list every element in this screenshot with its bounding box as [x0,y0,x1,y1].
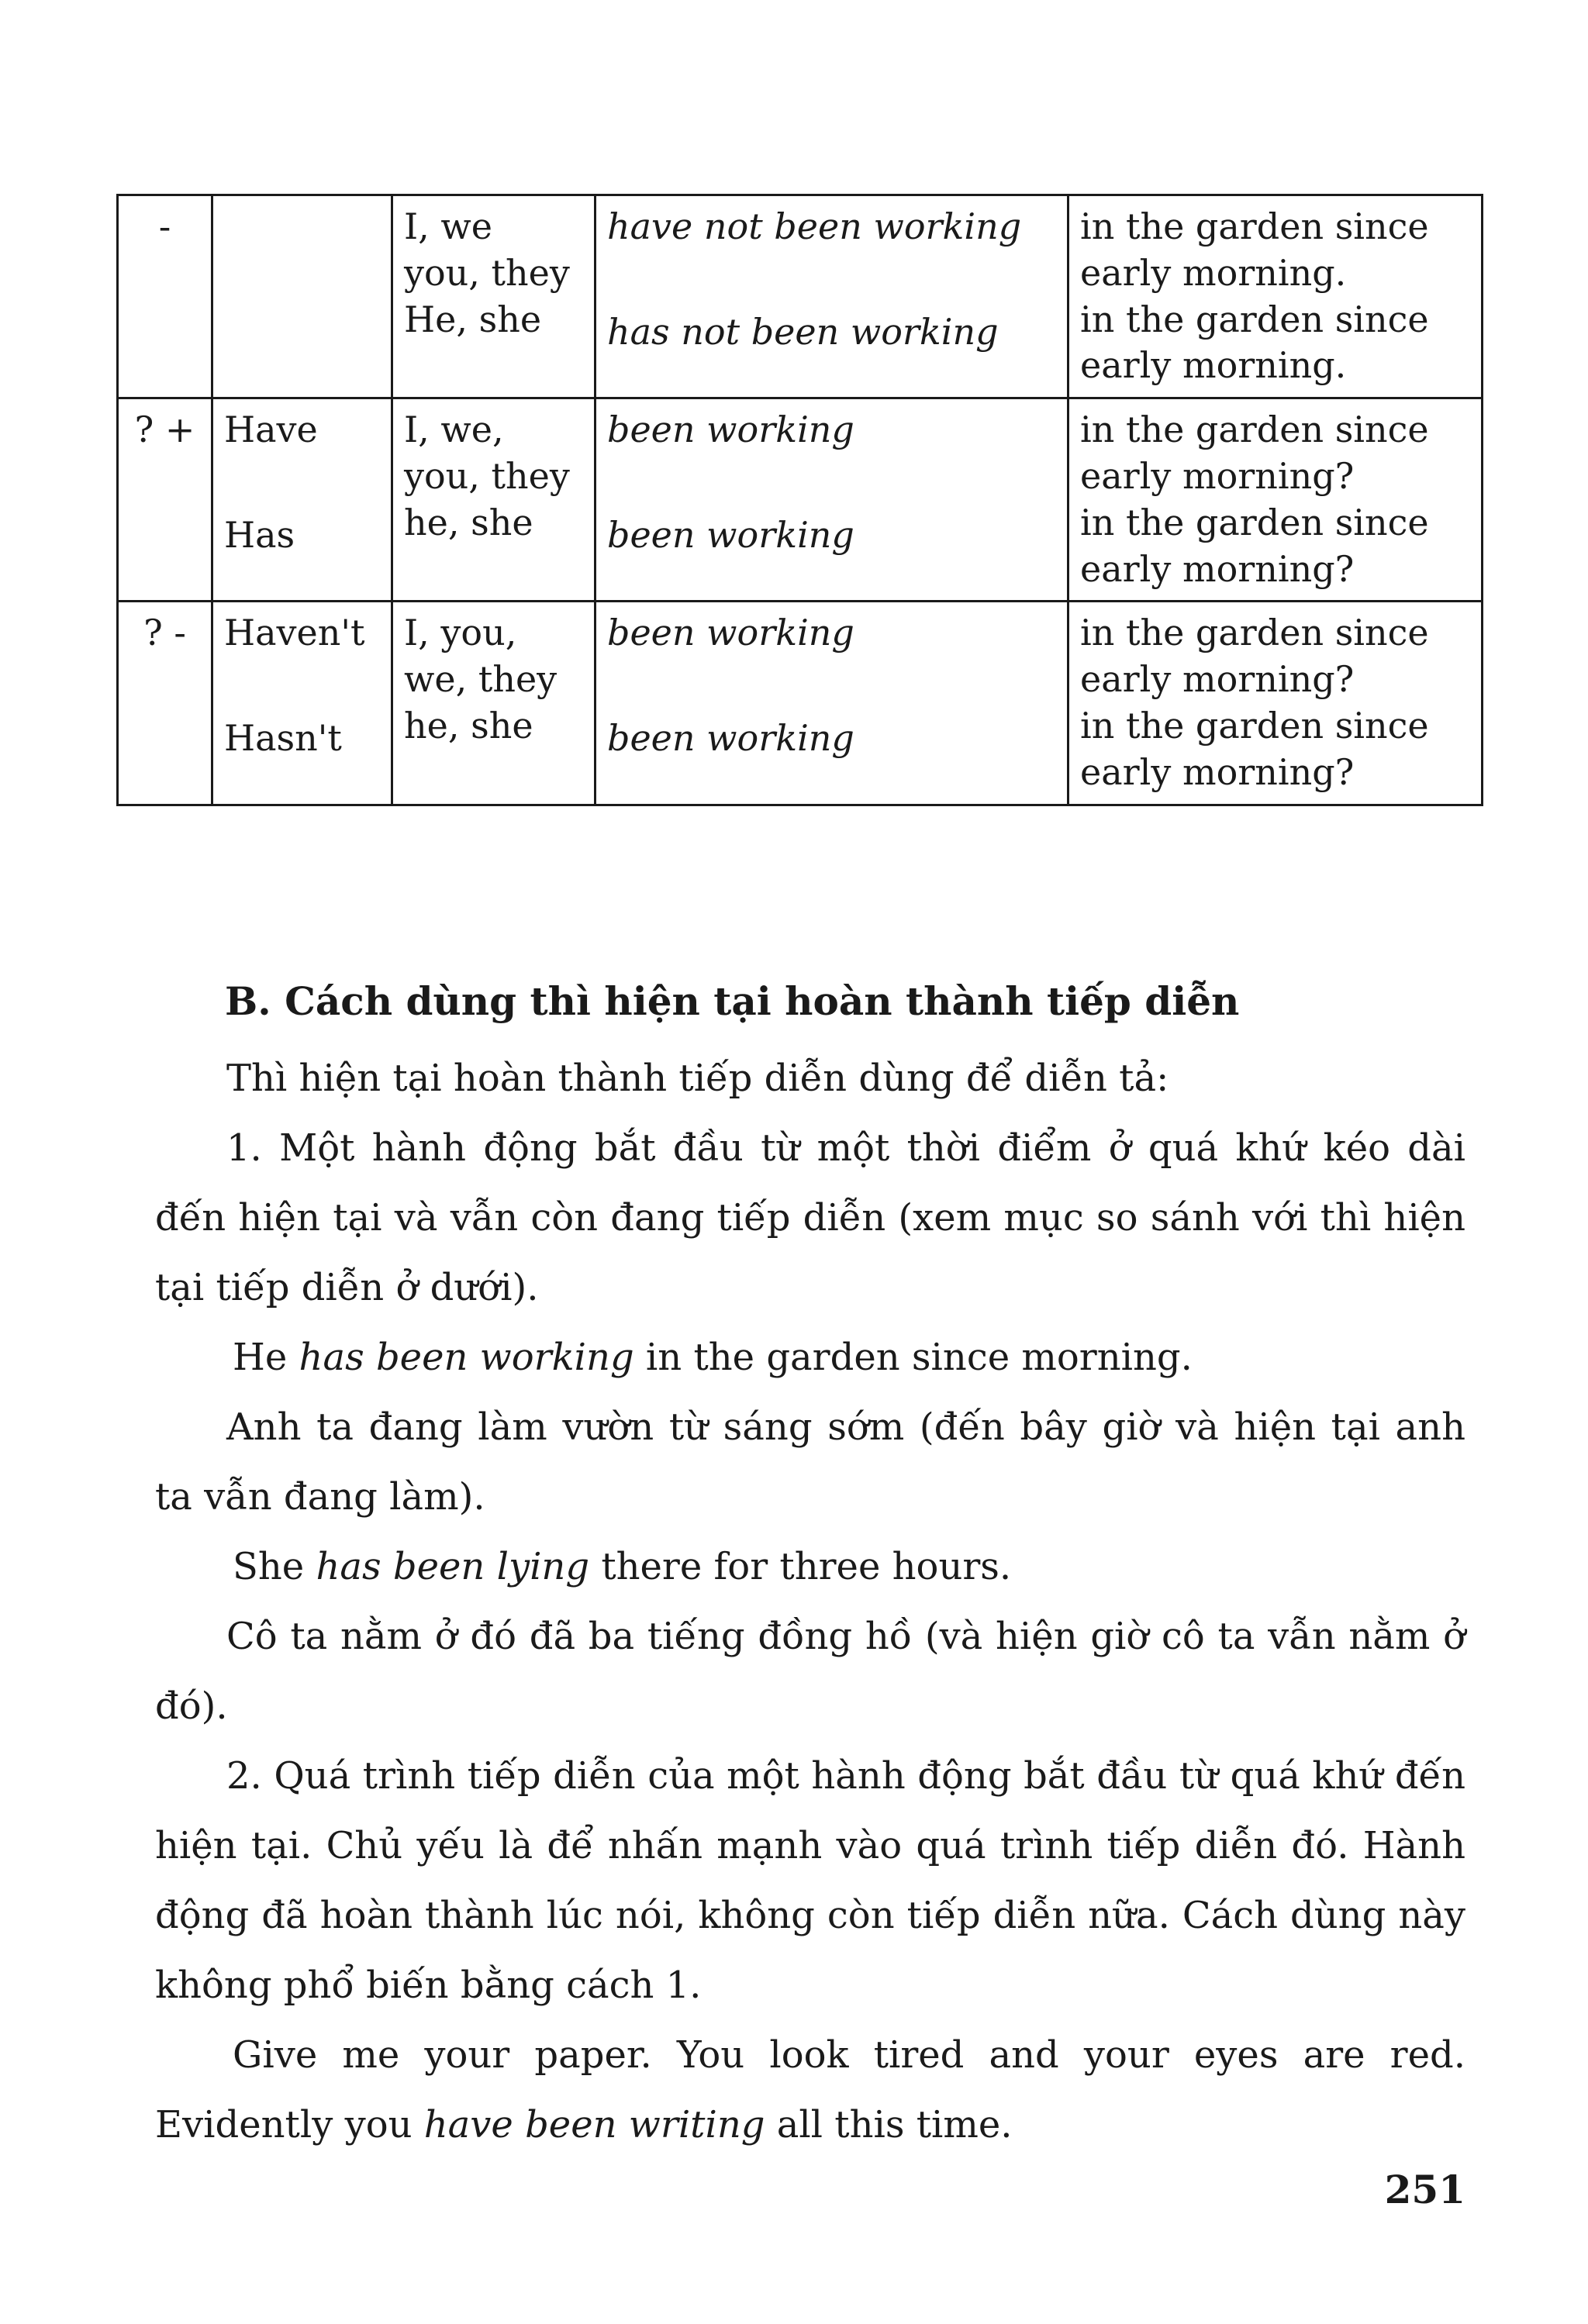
sign-cell: ? - [118,602,212,805]
complement-cell: in the garden since early morning. in the garden since early morning. [1068,195,1483,398]
auxiliary-cell: Have Has [212,398,392,602]
table-row [118,602,1483,805]
subject-cell: I, we, you, they he, she [392,398,596,602]
conjugation-table [116,194,1483,806]
body-text [155,1043,1465,2160]
verb-cell: have not been working has not been working [596,195,1068,398]
verb-cell: been working been working [596,602,1068,805]
sign-cell: - [118,195,212,398]
sign-cell: ? + [118,398,212,602]
example-sentence: He has been working in the garden since morning. [233,1336,1193,1379]
example-sentence: Give me your paper. You look tired and your eyes are red. Evidently you have been writing all this time. [155,2033,1465,2146]
page-number: 251 [1384,2167,1465,2212]
table-row [118,398,1483,602]
auxiliary-cell [212,195,392,398]
usage-1-paragraph: 1. Một hành động bắt đầu từ một thời điểm ở quá khứ kéo dài đến hiện tại và vẫn còn đang tiếp diễn (xem mục so sánh với thì hiện tại tiếp diễn ở dưới). [155,1126,1465,1309]
example-translation: Anh ta đang làm vườn từ sáng sớm (đến bây giờ và hiện tại anh ta vẫn đang làm). [155,1405,1465,1519]
subject-cell: I, we you, they He, she [392,195,596,398]
auxiliary-cell: Haven't Hasn't [212,602,392,805]
verb-cell: been working been working [596,398,1068,602]
table-row [118,195,1483,398]
usage-2-paragraph: 2. Quá trình tiếp diễn của một hành động bắt đầu từ quá khứ đến hiện tại. Chủ yếu là để nhấn mạnh vào quá trình tiếp diễn đó. Hành động đã hoàn thành lúc nói, không còn tiếp diễn nữa. Cách dùng này không phổ biến bằng cách 1. [155,1754,1465,2007]
example-sentence: She has been lying there for three hours. [233,1545,1012,1588]
intro-paragraph: Thì hiện tại hoàn thành tiếp diễn dùng để diễn tả: [226,1057,1169,1100]
complement-cell: in the garden since early morning? in the garden since early morning? [1068,398,1483,602]
complement-cell: in the garden since early morning? in the garden since early morning? [1068,602,1483,805]
example-translation: Cô ta nằm ở đó đã ba tiếng đồng hồ (và hiện giờ cô ta vẫn nằm ở đó). [155,1615,1465,1728]
subject-cell: I, you, we, they he, she [392,602,596,805]
section-heading: B. Cách dùng thì hiện tại hoàn thành tiếp diễn [225,978,1240,1024]
